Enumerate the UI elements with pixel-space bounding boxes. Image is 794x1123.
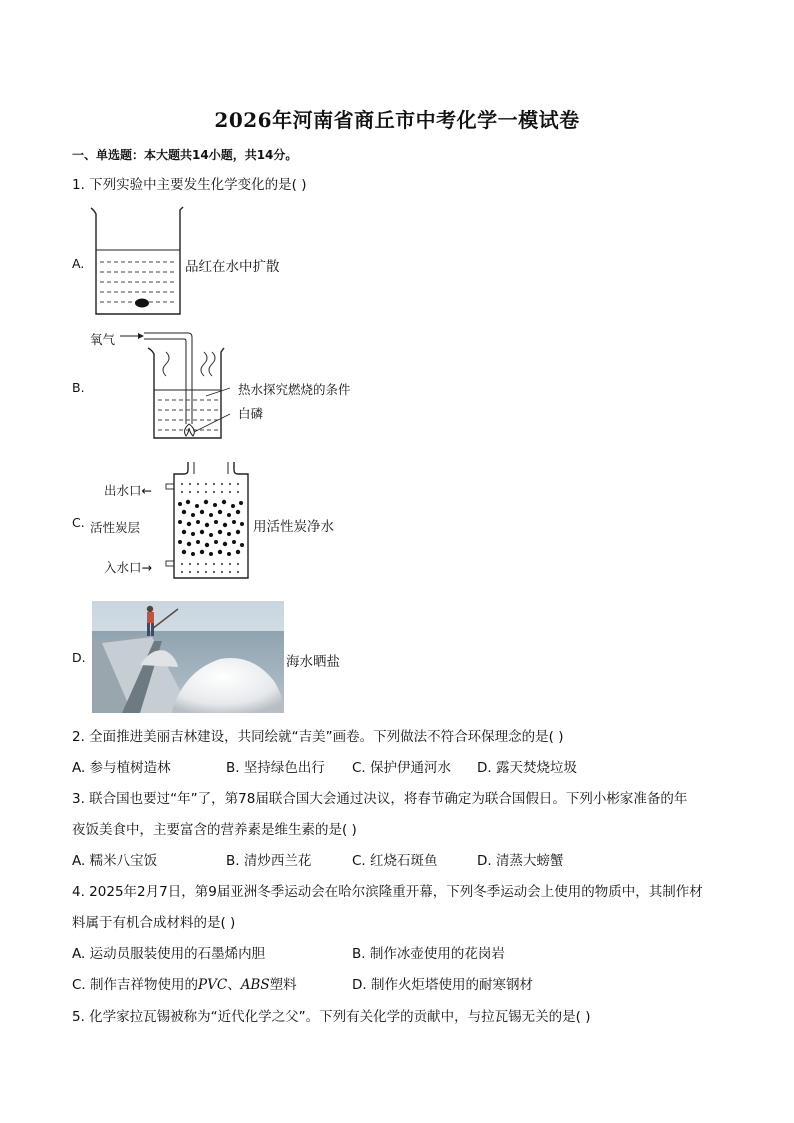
q2-option-a: A. 参与植树造林 [72,760,171,776]
sea-salt-photo [92,601,284,713]
q3-option-a: A. 糯米八宝饭 [72,853,158,869]
q1-option-d-letter: D. [72,650,86,665]
activated-carbon-label: 活性炭层 [90,520,141,535]
question-4-stem-line2: 料属于有机合成材料的是( ) [72,915,236,931]
question-3-stem-line2: 夜饭美食中，主要富含的营养素是维生素的是( ) [72,822,357,838]
question-1-stem: 1. 下列实验中主要发生化学变化的是( ) [72,177,307,193]
abs-term: ABS [240,977,270,993]
question-5-stem: 5. 化学家拉瓦锡被称为“近代化学之父”。下列有关化学的贡献中，与拉瓦锡无关的是( ) [72,1009,591,1025]
section-heading: 一、单选题：本大题共14小题，共14分。 [72,148,298,162]
q1-option-d-label: 海水晒盐 [286,654,340,670]
question-4-stem-line1: 4. 2025年2月7日，第9届亚洲冬季运动会在哈尔滨隆重开幕，下列冬季运动会上使用的物质中，其制作材 [72,884,703,900]
q4-option-a: A. 运动员服装使用的石墨烯内胆 [72,946,266,962]
question-3-stem-line1: 3. 联合国也要过“年”了，第78届联合国大会通过决议，将春节确定为联合国假日。下列小彬家准备的年 [72,791,688,807]
q3-option-b: B. 清炒西兰花 [226,853,312,869]
pvc-term: PVC [198,977,228,993]
q4-option-b: B. 制作冰壶使用的花岗岩 [352,946,505,962]
q4-option-c-prefix: C. 制作吉祥物使用的 [72,977,199,993]
q3-option-d: D. 清蒸大螃蟹 [477,853,564,869]
page-title: 2026年河南省商丘市中考化学一模试卷 [214,108,580,132]
q2-option-d: D. 露天焚烧垃圾 [477,760,577,776]
q4-option-d: D. 制作火炬塔使用的耐寒钢材 [352,977,533,993]
question-2-stem: 2. 全面推进美丽吉林建设，共同绘就“吉美”画卷。下列做法不符合环保理念的是( ) [72,729,564,745]
q2-option-b: B. 坚持绿色出行 [226,760,325,776]
q1-option-a-label: 品红在水中扩散 [185,259,280,275]
q3-option-c: C. 红烧石斑鱼 [352,853,438,869]
oxygen-label: 氧气 [90,332,116,347]
q1-option-a-letter: A. [72,256,85,271]
white-phosphorus-label: 白磷 [238,406,264,421]
phosphorus-burning-figure [118,330,238,442]
q1-option-b-letter: B. [72,380,85,395]
water-inlet-label: 入水口→ [104,560,152,575]
water-outlet-label: 出水口← [104,483,152,498]
hot-water-label: 热水探究燃烧的条件 [238,382,351,397]
q4-option-c [72,976,297,994]
q2-option-c: C. 保护伊通河水 [352,760,452,776]
q4-option-c-separator: 、 [227,977,241,993]
beaker-diffusion-figure [88,204,188,318]
q1-option-c-letter: C. [72,515,85,530]
q4-option-c-suffix: 塑料 [269,977,297,993]
q1-option-c-label: 用活性炭净水 [253,519,334,535]
carbon-filter-figure [162,460,254,582]
